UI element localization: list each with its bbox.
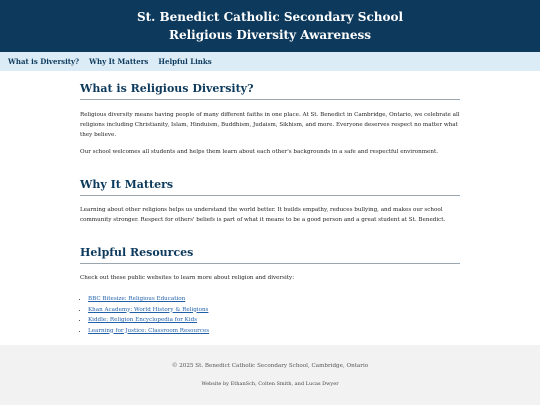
- section-helpful-resources: [80, 246, 460, 336]
- copyright-text: © 2025 St. Benedict Catholic Secondary School, Cambridge, Ontario: [171, 363, 369, 369]
- site-footer: [0, 345, 540, 405]
- link-bbc-bitesize[interactable]: BBC Bitesize: Religious Education: [88, 296, 186, 302]
- link-learning-for-justice[interactable]: Learning for Justice: Classroom Resources: [88, 327, 210, 334]
- nav-link-what-is-diversity[interactable]: What is Diversity?: [8, 57, 80, 66]
- credits-text: Website by EthanSch, Colten Smith, and Lucas Dwyer: [201, 381, 339, 387]
- list-item: [88, 326, 460, 337]
- site-header: [0, 0, 540, 52]
- diversity-paragraph-2: Our school welcomes all students and helps them learn about each other's backgrounds in a safe and respectful environment.: [80, 149, 438, 155]
- nav-link-helpful-links[interactable]: Helpful Links: [158, 57, 212, 66]
- diversity-paragraph-1: Religious diversity means having people of many different faiths in one place. At St. Benedict in Cambridge, Ontario, we celebrate all religions including Christianity, Islam, Hinduism, Buddhism, Judaism, Sikhism, and more. Everyone deserves respect no matter what they believe.: [80, 112, 460, 138]
- nav-link-why-it-matters[interactable]: Why It Matters: [89, 57, 149, 66]
- section-what-is-diversity: [80, 82, 460, 157]
- resources-list: [80, 294, 460, 336]
- list-item: [88, 315, 460, 326]
- resources-intro: Check out these public websites to learn more about religion and diversity:: [80, 275, 295, 281]
- main-content: [0, 82, 540, 336]
- section-title-resources: Helpful Resources: [80, 246, 460, 264]
- list-item: [88, 305, 460, 316]
- matters-paragraph: Learning about other religions helps us understand the world better. It builds empathy, reduces bullying, and makes our school community stronger. Respect for others' beliefs is part of what it means to be a good person and a great student at St. Benedict.: [80, 207, 446, 223]
- school-name: St. Benedict Catholic Secondary School: [136, 10, 404, 24]
- section-why-it-matters: [80, 178, 460, 225]
- section-title-matters: Why It Matters: [80, 178, 460, 196]
- nav-bar: [0, 52, 540, 71]
- list-item: [88, 294, 460, 305]
- link-khan-academy[interactable]: Khan Academy: World History & Religions: [88, 306, 209, 313]
- link-kiddle[interactable]: Kiddle: Religion Encyclopedia for Kids: [88, 317, 198, 323]
- site-title: Religious Diversity Awareness: [169, 28, 371, 42]
- section-title-diversity: What is Religious Diversity?: [80, 82, 460, 100]
